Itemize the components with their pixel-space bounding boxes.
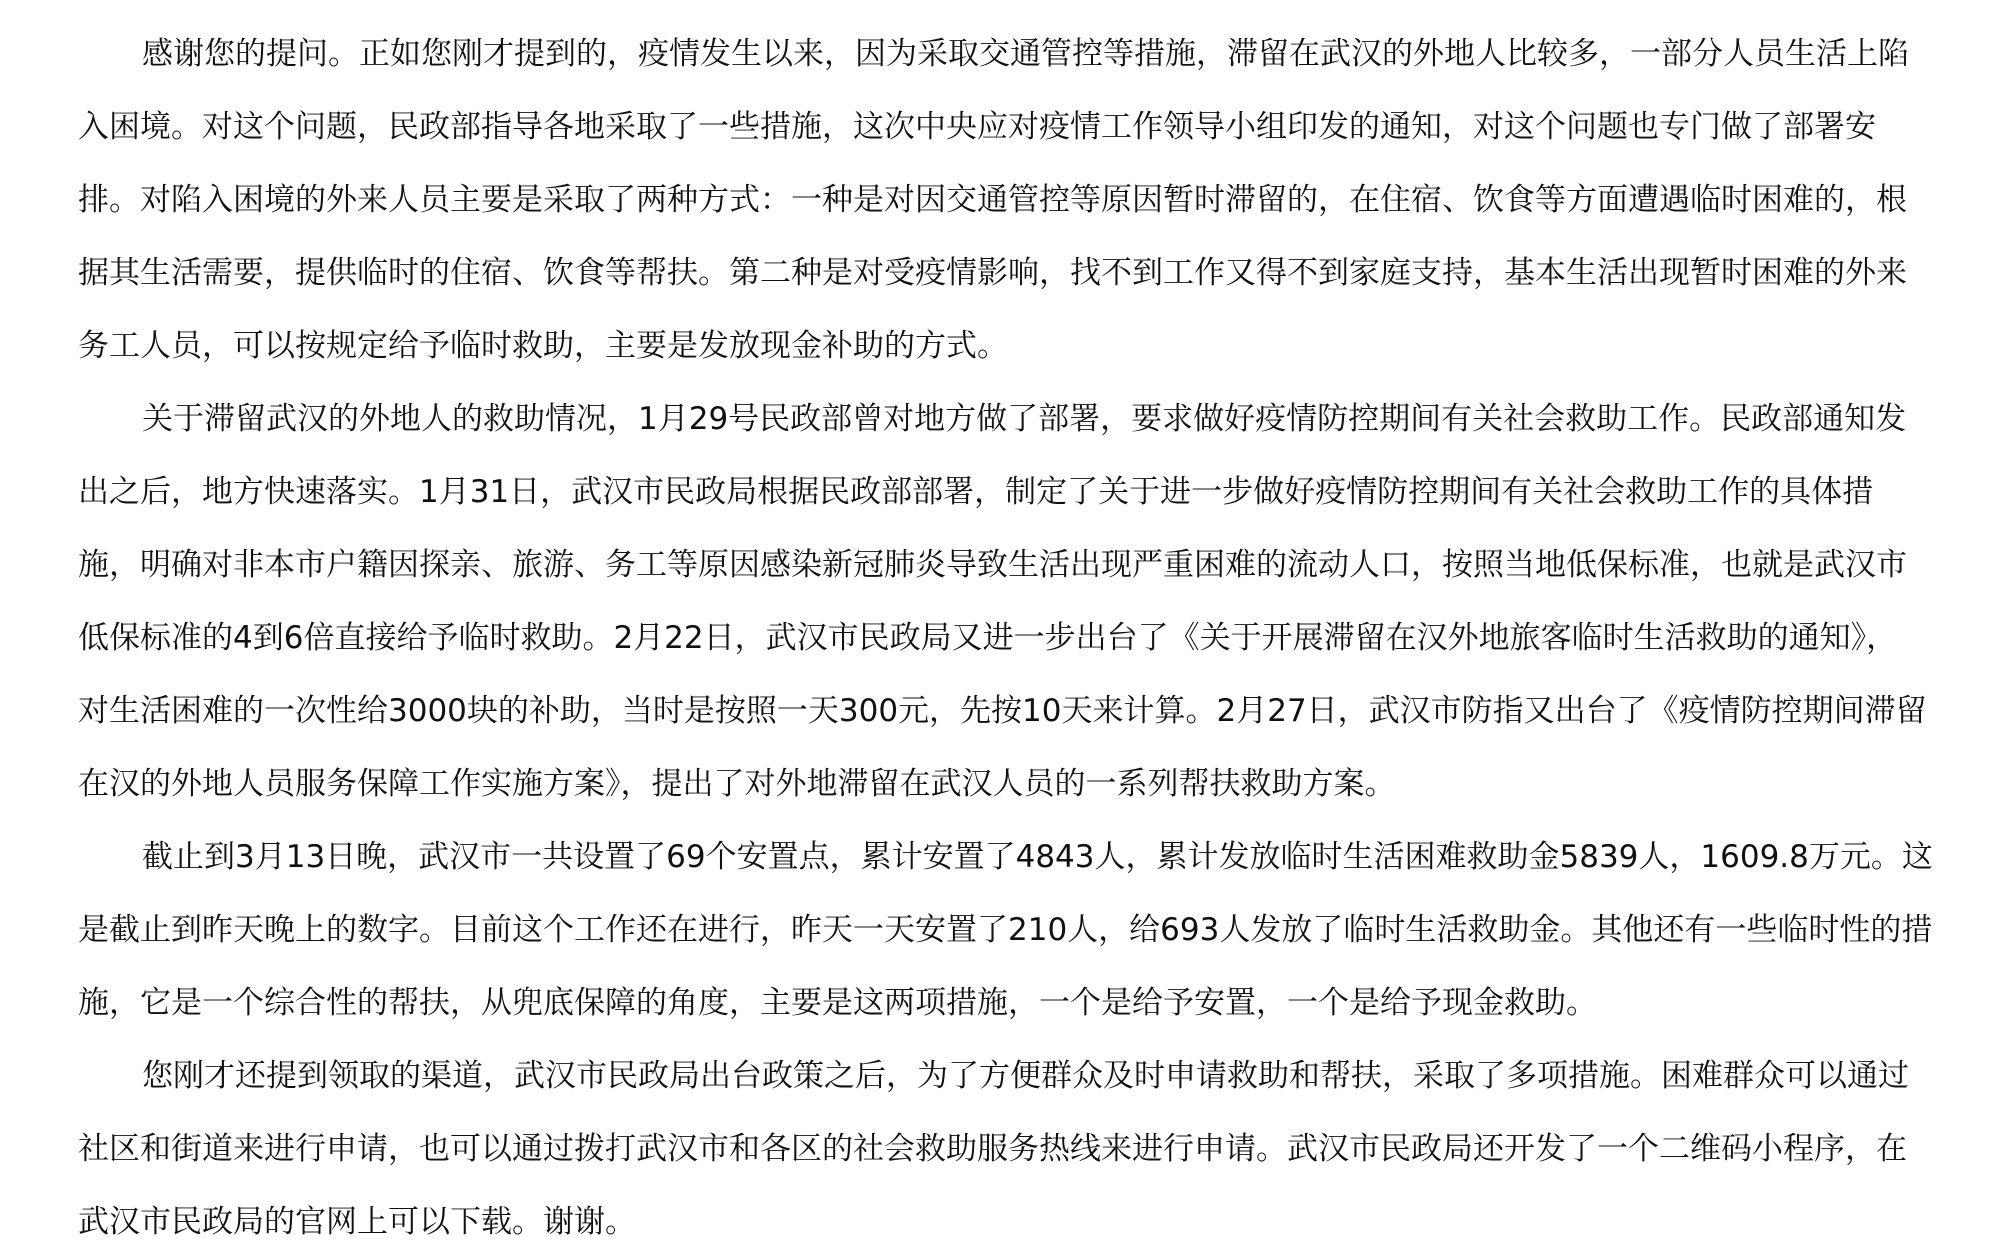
document-body xyxy=(78,18,1990,1259)
paragraph-1 xyxy=(78,18,1990,383)
paragraph-line: 截止到3月13日晚，武汉市一共设置了69个安置点，累计安置了4843人，累计发放临时生活困难救助金5839人，1609.8万元。这 xyxy=(142,839,1933,875)
paragraph-line: 是截止到昨天晚上的数字。目前这个工作还在进行，昨天一天安置了210人，给693人发放了临时生活救助金。其他还有一些临时性的措 xyxy=(78,912,1933,948)
paragraph-line: 低保标准的4到6倍直接给予临时救助。2月22日，武汉市民政局又进一步出台了《关于开展滞留在汉外地旅客临时生活救助的通知》， xyxy=(78,620,1898,656)
paragraph-line: 据其生活需要，提供临时的住宿、饮食等帮扶。第二种是对受疫情影响，找不到工作又得不到家庭支持，基本生活出现暂时困难的外来 xyxy=(78,255,1907,291)
paragraph-line: 出之后，地方快速落实。1月31日，武汉市民政局根据民政部部署，制定了关于进一步做好疫情防控期间有关社会救助工作的具体措 xyxy=(78,474,1874,510)
paragraph-line: 社区和街道来进行申请，也可以通过拨打武汉市和各区的社会救助服务热线来进行申请。武汉市民政局还开发了一个二维码小程序，在 xyxy=(78,1131,1907,1167)
paragraph-line: 施，明确对非本市户籍因探亲、旅游、务工等原因感染新冠肺炎导致生活出现严重困难的流动人口，按照当地低保标准，也就是武汉市 xyxy=(78,547,1907,583)
paragraph-line: 关于滞留武汉的外地人的救助情况，1月29号民政部曾对地方做了部署，要求做好疫情防控期间有关社会救助工作。民政部通知发 xyxy=(142,401,1907,437)
paragraph-line: 务工人员，可以按规定给予临时救助，主要是发放现金补助的方式。 xyxy=(78,328,1008,364)
paragraph-line: 在汉的外地人员服务保障工作实施方案》，提出了对外地滞留在武汉人员的一系列帮扶救助方案。 xyxy=(78,766,1396,802)
paragraph-4 xyxy=(78,1040,1990,1259)
paragraph-line: 对生活困难的一次性给3000块的补助，当时是按照一天300元，先按10天来计算。2月27日，武汉市防指又出台了《疫情防控期间滞留 xyxy=(78,693,1927,729)
paragraph-2 xyxy=(78,383,1990,821)
paragraph-line: 您刚才还提到领取的渠道，武汉市民政局出台政策之后，为了方便群众及时申请救助和帮扶，采取了多项措施。困难群众可以通过 xyxy=(142,1058,1909,1094)
paragraph-line: 感谢您的提问。正如您刚才提到的，疫情发生以来，因为采取交通管控等措施，滞留在武汉的外地人比较多，一部分人员生活上陷 xyxy=(142,36,1909,72)
paragraph-line: 排。对陷入困境的外来人员主要是采取了两种方式：一种是对因交通管控等原因暂时滞留的，在住宿、饮食等方面遭遇临时困难的，根 xyxy=(78,182,1907,218)
paragraph-line: 武汉市民政局的官网上可以下载。谢谢。 xyxy=(78,1204,636,1240)
paragraph-3 xyxy=(78,821,1990,1040)
paragraph-line: 入困境。对这个问题，民政部指导各地采取了一些措施，这次中央应对疫情工作领导小组印发的通知，对这个问题也专门做了部署安 xyxy=(78,109,1876,145)
paragraph-line: 施，它是一个综合性的帮扶，从兜底保障的角度，主要是这两项措施，一个是给予安置，一个是给予现金救助。 xyxy=(78,985,1597,1021)
